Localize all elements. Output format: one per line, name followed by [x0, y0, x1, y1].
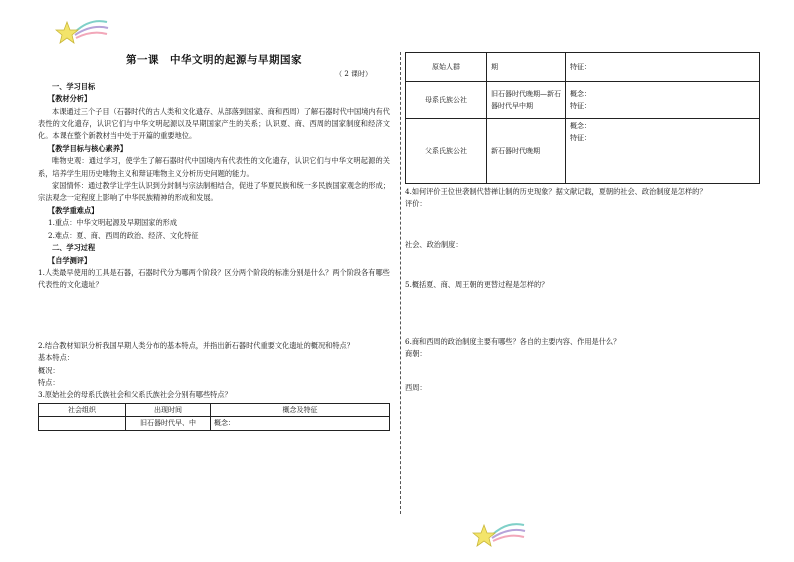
question-5: 5.概括夏、商、周王朝的更替过程是怎样的？ — [405, 280, 549, 290]
table-header-row — [39, 403, 390, 416]
table-row — [406, 119, 760, 184]
q4-evaluation: 评价： — [405, 199, 427, 209]
table-cell[interactable]: 概念： — [211, 417, 390, 430]
q2-features: 特点： — [38, 377, 60, 387]
table-cell-feature[interactable] — [566, 82, 760, 119]
table-cell-org: 父系氏族公社 — [406, 119, 487, 184]
feature-label: 特征： — [570, 102, 591, 110]
table-cell-feature[interactable] — [566, 53, 760, 82]
table-row — [39, 417, 390, 430]
table-cell-time: 新石器时代晚期 — [487, 119, 566, 184]
table-cell-time: 旧石器时代晚期—新石器时代早中期 — [487, 82, 566, 119]
question-3: 3.原始社会的母系氏族社会和父系氏族社会分别有哪些特点？ — [38, 390, 232, 400]
table-header-cell: 概念及特征 — [211, 403, 390, 416]
right-column — [405, 52, 760, 395]
left-column — [38, 52, 390, 431]
lesson-count: （ 2 课时） — [335, 70, 372, 79]
page-title: 第一课 中华文明的起源与早期国家 — [126, 54, 302, 66]
answer-space-1[interactable] — [38, 292, 390, 340]
q2-overview: 概况： — [38, 365, 60, 375]
table-cell-org: 原始人群 — [406, 53, 487, 82]
table-cell[interactable] — [39, 417, 126, 430]
question-2: 2.结合教材知识分析我国早期人类分布的基本特点，并指出新石器时代重要文化遗址的概况和特点？ — [38, 340, 354, 350]
q6-shang: 商朝： — [405, 349, 427, 359]
textbook-analysis-heading: 【教材分析】 — [48, 94, 92, 104]
shooting-star-bottom-icon — [472, 513, 527, 553]
answer-space-6a[interactable] — [405, 360, 760, 382]
section-learning-goals: 一、学习目标 — [52, 81, 96, 91]
key-point: 1.重点：中华文明起源及早期国家的形成 — [48, 218, 178, 228]
table-row — [406, 82, 760, 119]
goals-literacy-heading: 【教学目标与核心素养】 — [48, 143, 128, 153]
table-cell-org: 母系氏族公社 — [406, 82, 487, 119]
table-cell-feature[interactable] — [566, 119, 760, 184]
question-1: 1.人类最早使用的工具是石器，石器时代分为哪两个阶段？区分两个阶段的标准分别是什么？两个阶段各有哪些代表性的文化遗址？ — [38, 267, 390, 290]
feature-label: 特征： — [570, 134, 591, 143]
feature-label: 特征： — [570, 62, 591, 71]
table-header-cell: 出现时间 — [126, 403, 211, 416]
self-test-heading: 【自学测评】 — [48, 255, 92, 265]
answer-space-4b[interactable] — [405, 251, 760, 279]
q4-system: 社会、政治制度： — [405, 239, 463, 249]
table-cell: 旧石器时代早、中 — [126, 417, 211, 430]
goals-text-materialism: 唯物史观：通过学习，使学生了解石器时代中国境内有代表性的文化遗存，认识它们与中华文明起源的关系，培养学生用历史唯物主义和辩证唯物主义分析历史问题的能力。 — [38, 156, 390, 178]
section-learning-process: 二、学习过程 — [52, 243, 96, 253]
society-table-right — [405, 52, 760, 184]
table-row — [406, 53, 760, 82]
concept-label: 概念： — [570, 89, 591, 98]
concept-label: 概念： — [570, 122, 591, 130]
goals-text-patriotism: 家国情怀：通过教学让学生认识到分封制与宗法制相结合，促进了华夏民族和统一多民族国家观念的形成；宗法观念一定程度上影响了中华民族精神的形成和发展。 — [38, 181, 390, 203]
table-header-cell: 社会组织 — [39, 403, 126, 416]
question-6: 6.商和西周的政治制度主要有哪些？各自的主要内容、作用是什么？ — [405, 336, 621, 346]
question-4: 4.如何评价王位世袭制代替禅让制的历史现象？据文献记载，夏朝的社会、政治制度是怎样的？ — [405, 187, 707, 196]
q2-basic-features: 基本特点： — [38, 353, 74, 363]
table-cell-time: 期 — [487, 53, 566, 82]
textbook-analysis-text: 本课通过三个子目（石器时代的古人类和文化遗存、从部落到国家、商和西周）了解石器时代中国境内有代表性的文化遗存，认识它们与中华文明起源以及早期国家产生的关系；认识夏、商、西周的国家制度和经济文化。本课在整个新教材当中处于开篇的重要地位。 — [38, 106, 390, 141]
column-divider — [400, 52, 401, 514]
shooting-star-top-icon — [55, 10, 110, 50]
answer-space-5[interactable] — [405, 292, 760, 336]
difficult-point: 2.难点：夏、商、西周的政治、经济、文化特征 — [48, 230, 199, 240]
society-table-left — [38, 403, 390, 431]
key-points-heading: 【教学重难点】 — [48, 205, 99, 215]
q6-western-zhou: 西周： — [405, 383, 427, 393]
answer-space-4a[interactable] — [405, 211, 760, 239]
